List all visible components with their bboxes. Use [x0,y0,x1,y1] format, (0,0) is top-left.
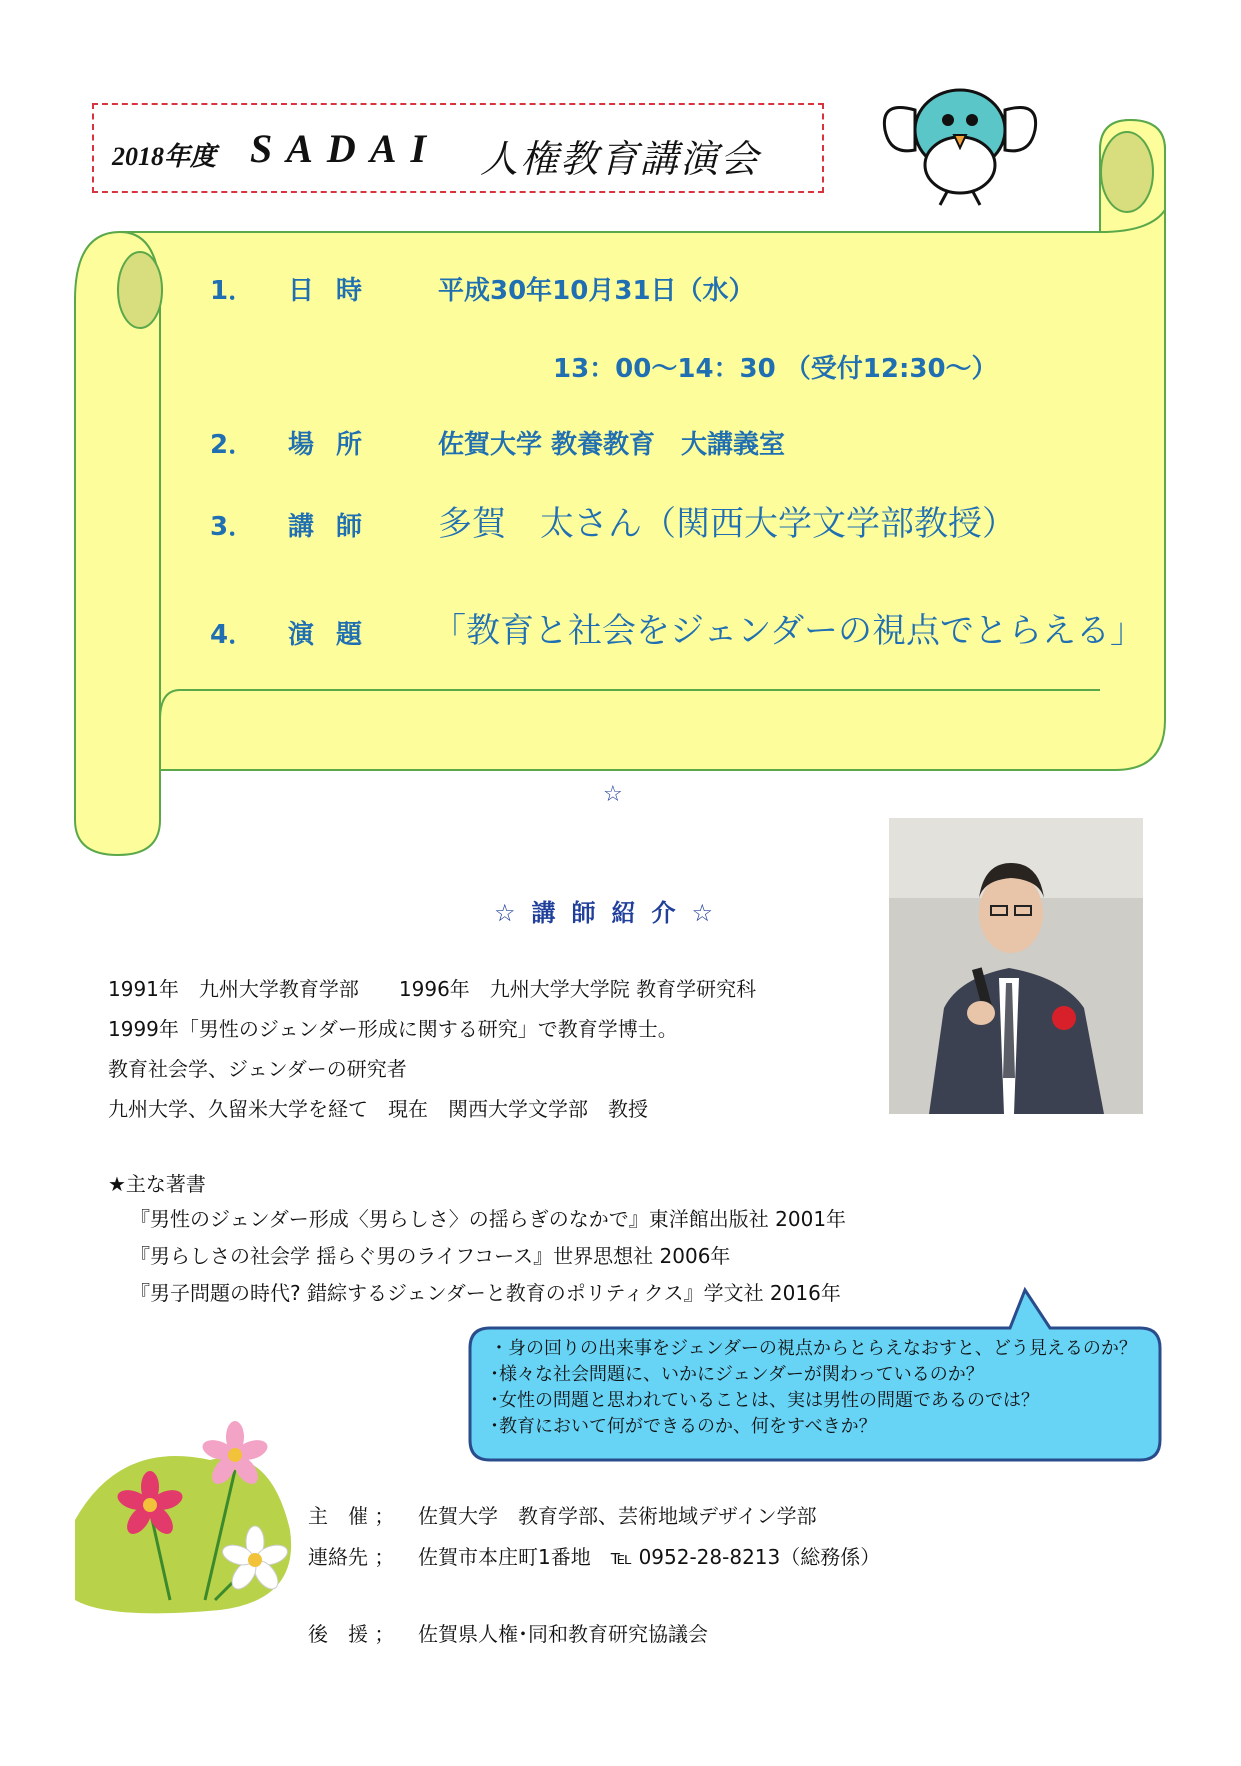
book-1: 『男性のジェンダー形成〈男らしさ〉の揺らぎのなかで』東洋館出版社 2001年 [130,1207,847,1231]
detail-1-number: 1． [210,276,255,306]
detail-2-label: 場所 [288,430,385,460]
book-2: 『男らしさの社会学 揺らぐ男のライフコース』世界思想社 2006年 [130,1244,731,1268]
host-label: 主 催 ； [308,1504,395,1528]
detail-3-number: 3． [210,512,255,542]
title-event: 人権教育講演会 [480,137,761,181]
detail-2-number: 2． [210,430,255,460]
detail-1-time: 13：00～14：30 （受付12:30～） [553,354,998,384]
bubble-line-1: ・身の回りの出来事をジェンダーの視点からとらえなおすと、どう見えるのか？ [490,1338,1137,1359]
title-year: 2018年度 [112,142,217,171]
title-sadai: SADAI [250,126,441,171]
detail-4-label: 演題 [288,620,385,650]
support-label: 後 援 ； [308,1622,395,1646]
bird-mascot-icon [884,90,1035,205]
detail-1-value: 平成30年10月31日（水） [438,276,755,306]
bio-line-1: 1991年 九州大学教育学部 1996年 九州大学大学院 教育学研究科 [108,977,757,1001]
book-3: 『男子問題の時代? 錯綜するジェンダーと教育のポリティクス』学文社 2016年 [130,1281,841,1305]
detail-2-value: 佐賀大学 教養教育 大講義室 [438,430,786,460]
bubble-line-3: ･女性の問題と思われていることは、実は男性の問題であるのでは？ [490,1390,1039,1411]
detail-3-value: 多賀 太さん（関西大学文学部教授） [438,504,1016,544]
bubble-line-2: ･様々な社会問題に、いかにジェンダーが関わっているのか？ [490,1364,984,1385]
small-star-icon: ☆ [603,782,623,807]
contact-label: 連絡先 ； [308,1545,395,1569]
detail-3-label: 講師 [288,512,385,542]
support-value: 佐賀県人権･同和教育研究協議会 [418,1622,708,1646]
cosmos-flowers-icon [75,1421,291,1613]
contact-value: 佐賀市本庄町1番地 ℡ 0952-28-8213（総務係） [418,1545,881,1569]
bio-line-2: 1999年「男性のジェンダー形成に関する研究」で教育学博士。 [108,1017,678,1041]
lecturer-photo-image [889,818,1143,1114]
bio-line-3: 教育社会学、ジェンダーの研究者 [108,1057,407,1081]
detail-4-value: 「教育と社会をジェンダーの視点でとらえる」 [432,611,1144,651]
detail-1-label: 日時 [288,276,385,306]
books-heading: ★主な著書 [108,1172,206,1196]
bubble-text [490,1336,1140,1440]
lecturer-photo [889,818,1143,1114]
bubble-line-4: ･教育において何ができるのか、何をすべきか？ [490,1416,877,1437]
detail-4-number: 4． [210,620,255,650]
intro-heading: ☆講師紹介☆ [494,899,730,927]
bio-line-4: 九州大学、久留米大学を経て 現在 関西大学文学部 教授 [108,1097,648,1121]
host-value: 佐賀大学 教育学部、芸術地域デザイン学部 [418,1504,817,1528]
